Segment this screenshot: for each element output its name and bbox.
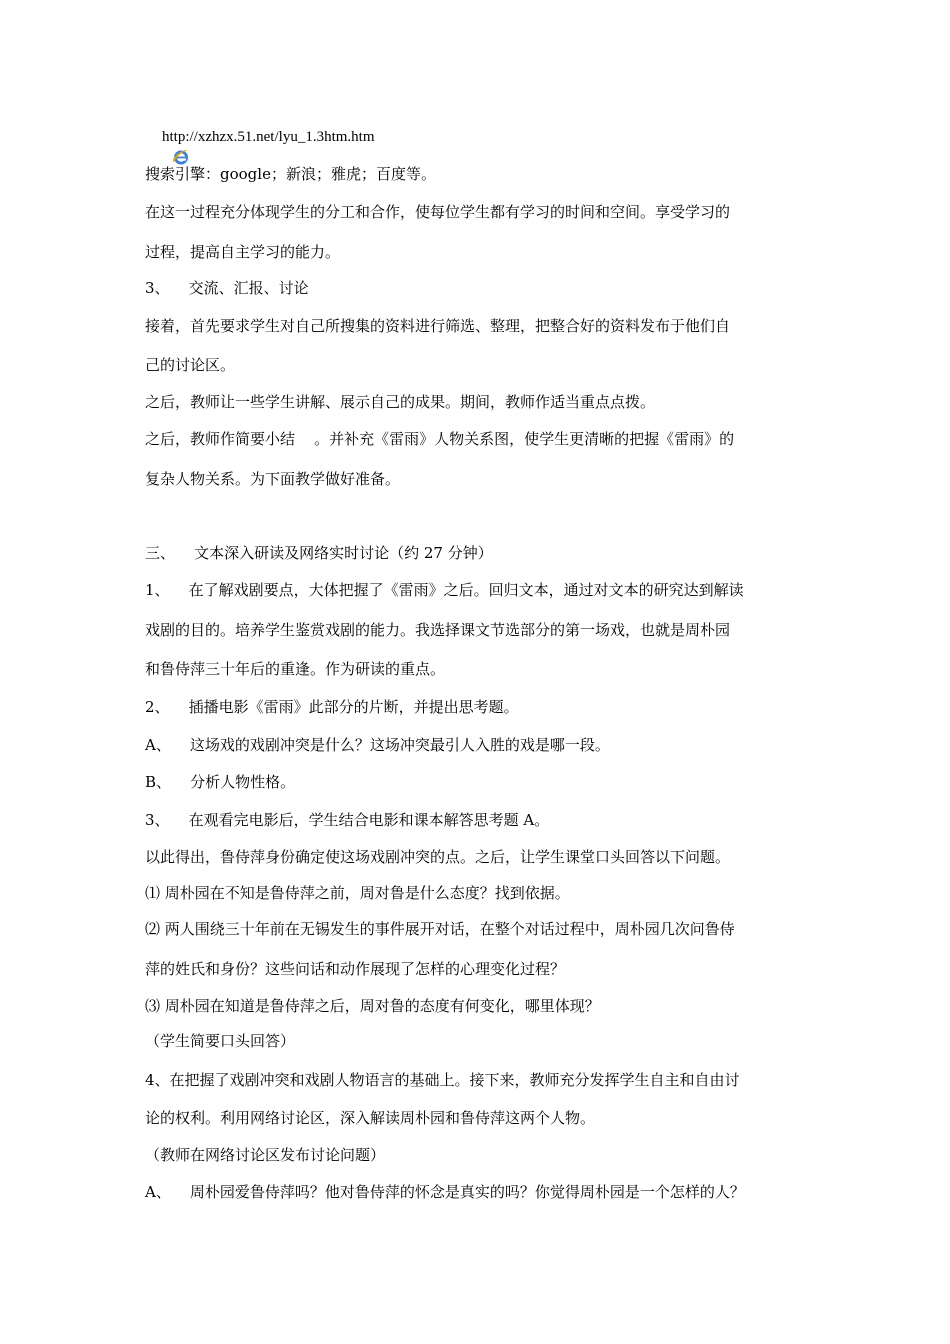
text-line: A、 周朴园爱鲁侍萍吗？他对鲁侍萍的怀念是真实的吗？你觉得周朴园是一个怎样的人？ xyxy=(145,1183,745,1201)
text-line: 2、 插播电影《雷雨》此部分的片断，并提出思考题。 xyxy=(145,698,519,716)
section-heading: 三、 文本深入研读及网络实时讨论（约 27 分钟） xyxy=(145,544,493,562)
text-line: 己的讨论区。 xyxy=(145,356,236,374)
text-line: 以此得出，鲁侍萍身份确定使这场戏剧冲突的点。之后，让学生课堂口头回答以下问题。 xyxy=(145,848,731,866)
text-line: 接着，首先要求学生对自己所搜集的资料进行筛选、整理，把整合好的资料发布于他们自 xyxy=(145,317,731,335)
internet-explorer-icon xyxy=(142,127,162,147)
text-line: 搜索引擎：google；新浪；雅虎；百度等。 xyxy=(145,165,436,183)
text-line: 复杂人物关系。为下面教学做好准备。 xyxy=(145,470,401,488)
text-line: 4、在把握了戏剧冲突和戏剧人物语言的基础上。接下来，教师充分发挥学生自主和自由讨 xyxy=(145,1071,740,1089)
text-line: 在这一过程充分体现学生的分工和合作，使每位学生都有学习的时间和空间。享受学习的 xyxy=(145,203,731,221)
text-line: A、 这场戏的戏剧冲突是什么？这场冲突最引人入胜的戏是哪一段。 xyxy=(145,736,610,754)
text-line: 之后，教师作简要小结 。并补充《雷雨》人物关系图，使学生更清晰的把握《雷雨》的 xyxy=(145,430,735,448)
text-line: 之后，教师让一些学生讲解、展示自己的成果。期间，教师作适当重点点拨。 xyxy=(145,393,656,411)
text-line: 3、 交流、汇报、讨论 xyxy=(145,279,309,297)
text-line: （学生简要口头回答） xyxy=(145,1032,296,1050)
url-link[interactable]: http://xzhzx.51.net/lyu_1.3htm.htm xyxy=(162,129,375,145)
text-line: （教师在网络讨论区发布讨论问题） xyxy=(145,1146,386,1164)
text-line: 戏剧的目的。培养学生鉴赏戏剧的能力。我选择课文节选部分的第一场戏，也就是周朴园 xyxy=(145,621,731,639)
text-line: ⑵ 两人围绕三十年前在无锡发生的事件展开对话，在整个对话过程中，周朴园几次问鲁侍 xyxy=(145,920,735,938)
text-line: 3、 在观看完电影后，学生结合电影和课本解答思考题 A。 xyxy=(145,811,550,829)
text-line: 萍的姓氏和身份？这些问话和动作展现了怎样的心理变化过程？ xyxy=(145,960,566,978)
text-line: 1、 在了解戏剧要点，大体把握了《雷雨》之后。回归文本，通过对文本的研究达到解读 xyxy=(145,581,744,599)
text-line: 论的权利。利用网络讨论区，深入解读周朴园和鲁侍萍这两个人物。 xyxy=(145,1109,596,1127)
text-line: 和鲁侍萍三十年后的重逢。作为研读的重点。 xyxy=(145,660,446,678)
text-line: 过程，提高自主学习的能力。 xyxy=(145,243,341,261)
text-line: ⑶ 周朴园在知道是鲁侍萍之后，周对鲁的态度有何变化，哪里体现？ xyxy=(145,997,600,1015)
link-line[interactable] xyxy=(145,127,374,147)
text-line: ⑴ 周朴园在不知是鲁侍萍之前，周对鲁是什么态度？找到依据。 xyxy=(145,884,570,902)
text-line: B、 分析人物性格。 xyxy=(145,773,296,791)
